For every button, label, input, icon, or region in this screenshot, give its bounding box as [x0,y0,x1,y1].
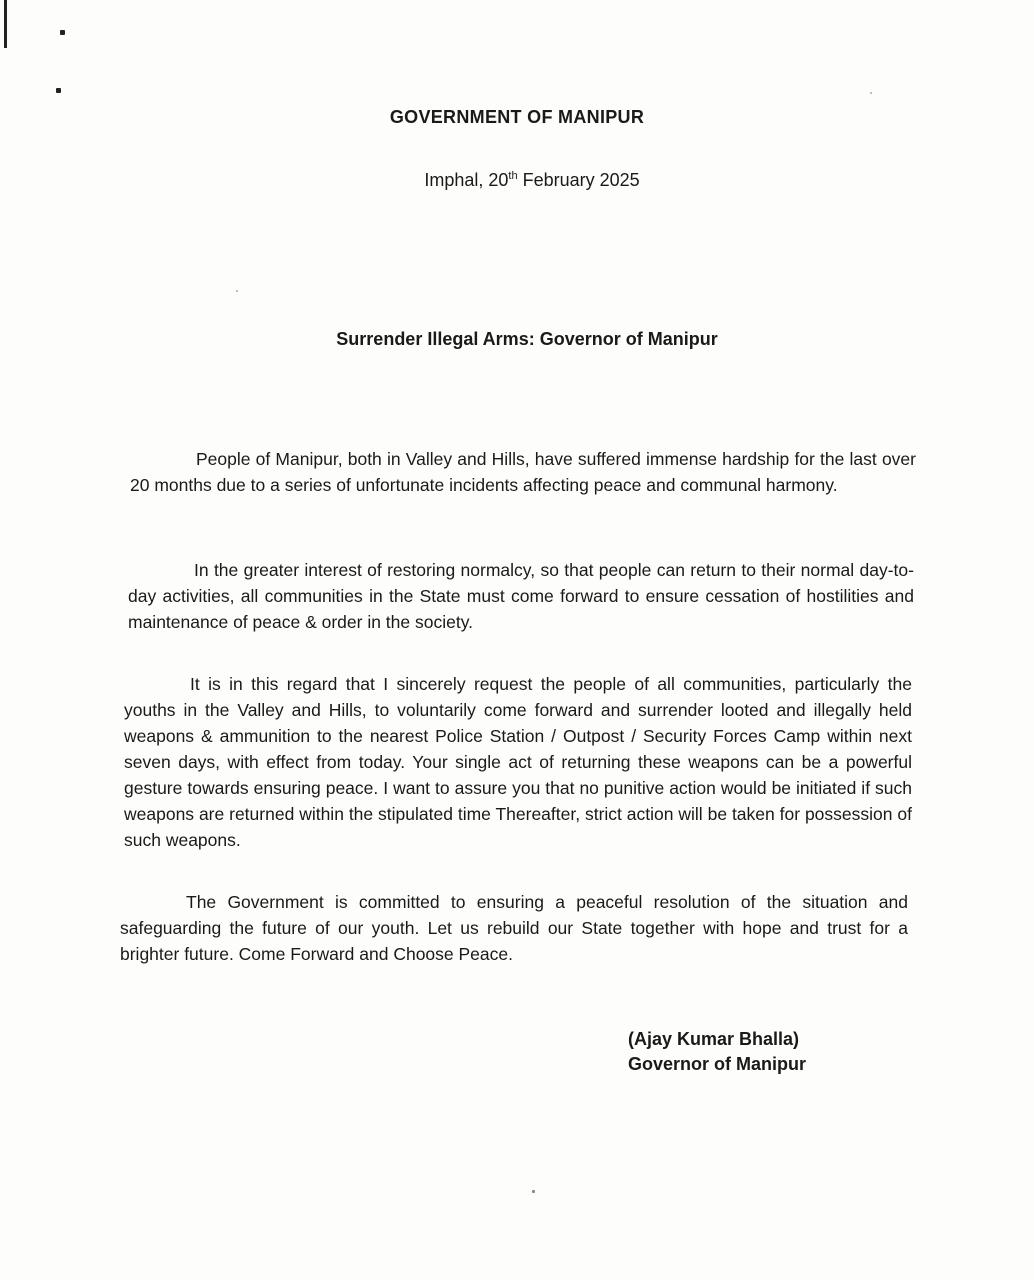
organization-heading: GOVERNMENT OF MANIPUR [389,107,645,127]
scan-speck [870,92,872,94]
signatory-name: (Ajay Kumar Bhalla) [628,1029,800,1049]
scan-speck [56,88,61,93]
scan-speck [532,1190,535,1193]
signature-block [628,1027,806,1077]
paragraph-3: It is in this regard that I sincerely request the people of all communities, particularly the youths in the Valley and Hills, to voluntarily come forward and surrender looted and illegally held weapons & ammunition to the nearest Police Station / Outpost / Security Forces Camp within next seven days, with effect from today. Your single act of returning these weapons can be a powerful gesture towards ensuring peace. I want to assure you that no punitive action would be initiated if such weapons are returned within the stipulated time Thereafter, strict action will be taken for possession of such weapons. [124,674,912,850]
subject-heading: Surrender Illegal Arms: Governor of Manipur [336,329,718,349]
dateline-ordinal: th [508,170,518,182]
scan-speck [60,30,65,35]
scan-edge-mark [4,0,7,48]
paragraph-4: The Government is committed to ensuring a peaceful resolution of the situation and safeguarding the future of our youth. Let us rebuild our State together with hope and trust for a brighter future. Come Forward and Choose Peace. [120,892,908,964]
scan-speck [236,290,238,292]
signatory-designation: Governor of Manipur [628,1054,807,1074]
paragraph-1: People of Manipur, both in Valley and Hills, have suffered immense hardship for the last over 20 months due to a series of unfortunate incidents affecting peace and communal harmony. [130,449,916,495]
dateline-date: February 2025 [517,170,640,190]
dateline [0,170,1034,191]
paragraph-2: In the greater interest of restoring normalcy, so that people can return to their normal day-to-day activities, all communities in the State must come forward to ensure cessation of hostilities and maintenance of peace & order in the society. [128,560,914,632]
dateline-place: Imphal, 20 [424,170,509,190]
